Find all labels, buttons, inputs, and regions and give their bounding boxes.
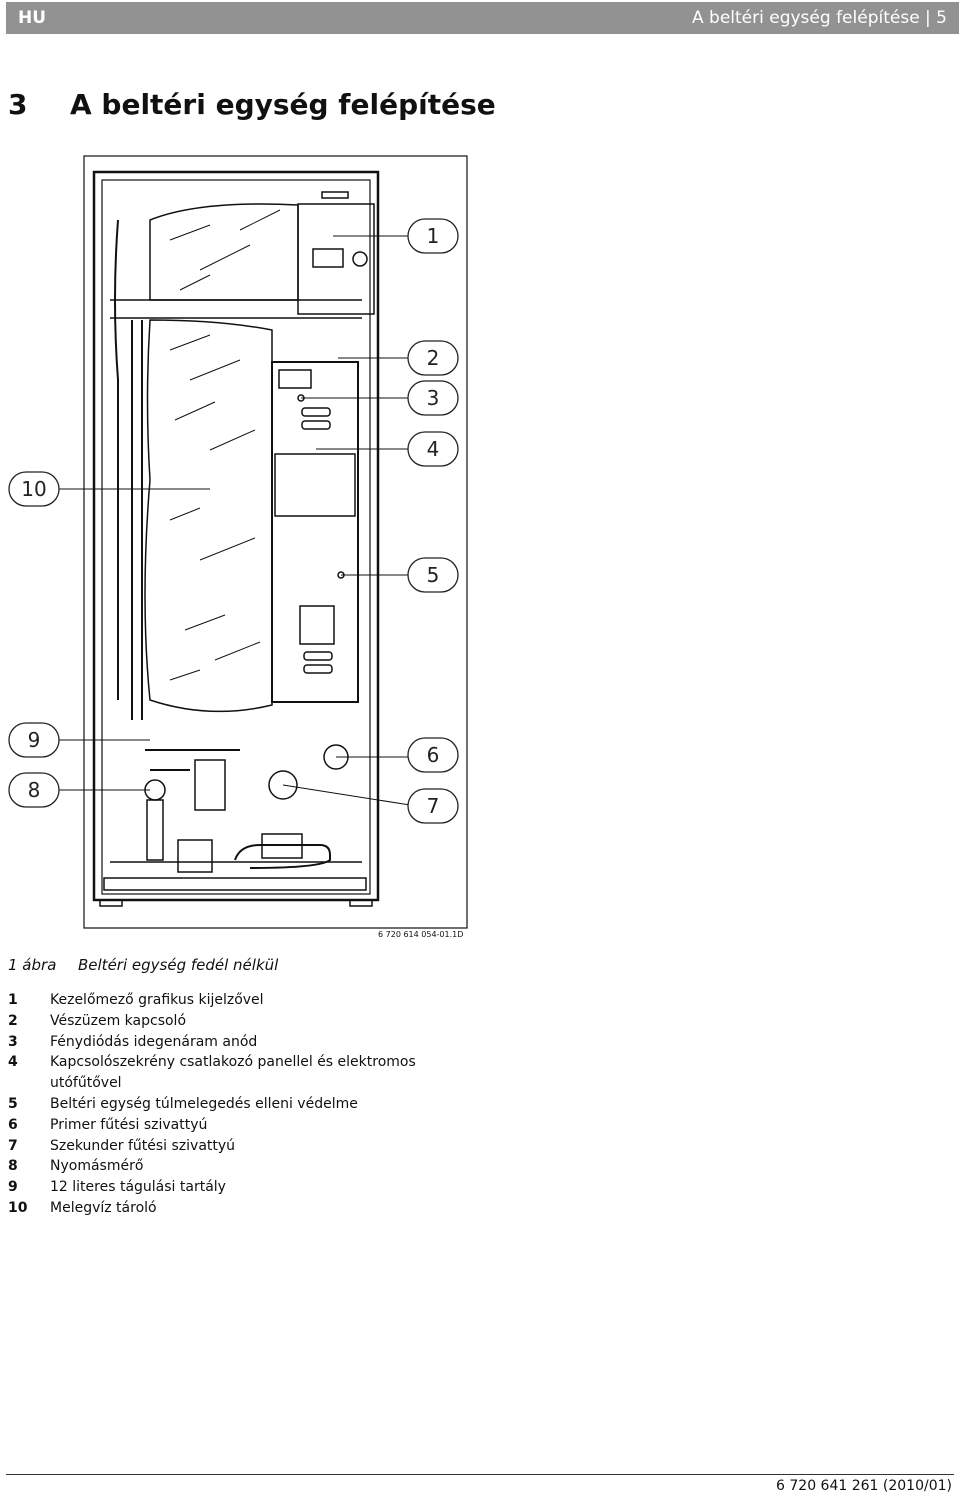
switch-box [272,362,358,702]
callout-9-label: 9 [27,728,41,752]
callout-6-label: 6 [426,743,440,767]
legend-item: 9 12 literes tágulási tartály [8,1179,226,1196]
hot-water-tank [145,320,272,711]
legend-item: 7 Szekunder fűtési szivattyú [8,1137,236,1154]
control-panel [298,204,374,314]
legend-item: 5 Beltéri egység túlmelegedés elleni védelme [8,1095,358,1112]
figure-caption-label: 1 ábra [8,956,57,974]
page-header [6,2,959,34]
emergency-switch [353,252,367,266]
indoor-unit-diagram [0,150,960,940]
switch-box-label [279,370,311,388]
legend-item: 1 Kezelőmező grafikus kijelzővel [8,992,264,1008]
switch-box-window [275,454,355,516]
legend-list [8,990,460,1219]
legend-item: 8 Nyomásmérő [8,1158,144,1175]
callout-7-label: 7 [426,794,440,818]
legend-item: 10 Melegvíz tároló [8,1199,157,1216]
switch-box-module [300,606,334,644]
callout-4-label: 4 [426,437,440,461]
chapter-title [8,88,496,121]
footer-divider [6,1474,954,1475]
legend-item: 2 Vészüzem kapcsoló [8,1012,187,1029]
cabinet-outline [94,172,378,900]
callout-10-label: 10 [21,477,47,501]
figure-code: 6 720 614 054-01.1D [378,930,464,939]
figure-caption-text: Beltéri egység fedél nélkül [78,956,279,974]
document-number: 6 720 641 261 (2010/01) [776,1478,952,1494]
callout-1-label: 1 [426,224,440,248]
callout-8-label: 8 [27,778,41,802]
display [313,249,343,267]
callout-3-label: 3 [426,386,440,410]
language-code: HU [18,8,47,28]
chapter-title-text: A beltéri egység felépítése [70,88,496,121]
tank-top [150,204,298,300]
legend-item: 6 Primer fűtési szivattyú [8,1116,208,1133]
running-section-title: A beltéri egység felépítése | 5 [692,8,947,28]
callout-5-label: 5 [426,563,440,587]
callout-2-label: 2 [426,346,440,370]
legend-item: 4 Kapcsolószekrény csatlakozó panellel és elektromos utófűtővel [8,1054,416,1092]
chapter-number: 3 [8,88,28,121]
figure-caption [8,956,278,974]
legend-item: 3 Fénydiódás idegenáram anód [8,1033,258,1050]
